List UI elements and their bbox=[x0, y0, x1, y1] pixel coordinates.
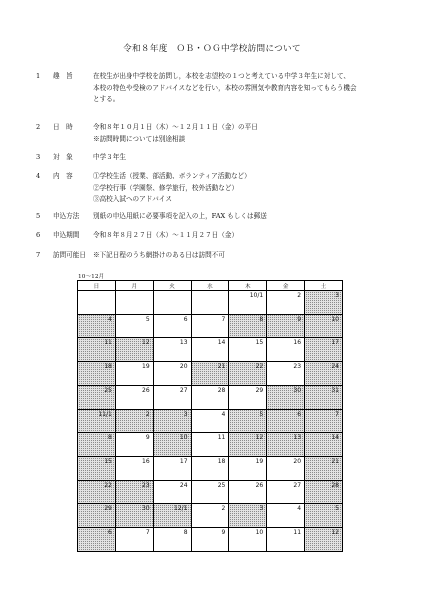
calendar-day: 19 bbox=[115, 362, 153, 386]
calendar-day: 27 bbox=[153, 385, 191, 409]
section-datetime bbox=[36, 122, 406, 145]
calendar-day-unavailable: 25 bbox=[78, 385, 116, 409]
calendar-day: 28 bbox=[191, 385, 229, 409]
calendar-day: 25 bbox=[191, 480, 229, 504]
section-application-period bbox=[36, 230, 406, 242]
section-line: ③高校入試へのアドバイス bbox=[93, 195, 172, 203]
calendar-day-unavailable: 10 bbox=[305, 314, 343, 338]
calendar-day: 23 bbox=[267, 362, 305, 386]
calendar-day-unavailable: 28 bbox=[305, 480, 343, 504]
section-heading: 申込方法 bbox=[53, 212, 80, 220]
calendar-day: 26 bbox=[115, 385, 153, 409]
calendar-day: 2 bbox=[191, 504, 229, 528]
calendar-day bbox=[191, 291, 229, 315]
calendar-week-row bbox=[78, 457, 343, 481]
calendar-day-unavailable: 12 bbox=[115, 338, 153, 362]
calendar-day: 8 bbox=[153, 528, 191, 552]
section-heading: 趣 旨 bbox=[53, 72, 73, 80]
section-number: 6 bbox=[36, 231, 41, 239]
calendar-day-unavailable: 30 bbox=[115, 504, 153, 528]
weekday-sat: 土 bbox=[305, 281, 343, 291]
section-line: 令和８年１０月１日（木）～１２月１１日（金）の平日 bbox=[93, 123, 258, 131]
calendar-day: 7 bbox=[191, 314, 229, 338]
calendar-day-unavailable: 8 bbox=[78, 433, 116, 457]
calendar-day: 5 bbox=[115, 314, 153, 338]
calendar-day-unavailable: 11/1 bbox=[78, 409, 116, 433]
calendar-day-unavailable: 12 bbox=[305, 528, 343, 552]
calendar-day-unavailable: 12/1 bbox=[153, 504, 191, 528]
calendar-day-unavailable: 24 bbox=[305, 362, 343, 386]
calendar-day bbox=[153, 291, 191, 315]
calendar-day: 17 bbox=[153, 457, 191, 481]
calendar-day-unavailable: 2 bbox=[115, 409, 153, 433]
calendar-week-row bbox=[78, 528, 343, 552]
calendar-day-unavailable: 5 bbox=[305, 504, 343, 528]
calendar-day: 16 bbox=[267, 338, 305, 362]
section-line: ※訪問時間については別途相談 bbox=[93, 134, 186, 143]
calendar-day: 27 bbox=[267, 480, 305, 504]
section-content bbox=[36, 171, 406, 206]
page-title: 令和８年度 ＯＢ・ＯＧ中学校訪問について bbox=[123, 44, 301, 54]
section-heading: 訪問可能日 bbox=[53, 251, 86, 259]
weekday-fri: 金 bbox=[267, 281, 305, 291]
section-number: 7 bbox=[36, 251, 41, 259]
weekday-wed: 水 bbox=[191, 281, 229, 291]
calendar-day-unavailable: 21 bbox=[305, 457, 343, 481]
section-number: 5 bbox=[36, 212, 41, 220]
calendar-day: 20 bbox=[267, 457, 305, 481]
calendar-week-row bbox=[78, 409, 343, 433]
calendar-day: 18 bbox=[191, 457, 229, 481]
calendar-day: 14 bbox=[191, 338, 229, 362]
calendar-day: 7 bbox=[115, 528, 153, 552]
section-number: 4 bbox=[36, 172, 41, 180]
calendar-table bbox=[77, 280, 343, 552]
calendar-day: 11 bbox=[267, 528, 305, 552]
calendar-day-unavailable: 21 bbox=[191, 362, 229, 386]
calendar-week-row bbox=[78, 504, 343, 528]
section-line: 別紙の申込用紙に必要事項を記入の上，FAX もしくは郵送 bbox=[93, 212, 267, 220]
calendar-day bbox=[78, 291, 116, 315]
calendar-day-unavailable: 13 bbox=[267, 433, 305, 457]
weekday-tue: 火 bbox=[153, 281, 191, 291]
calendar-day-unavailable: 4 bbox=[78, 314, 116, 338]
calendar-day: 26 bbox=[229, 480, 267, 504]
section-line: ※下記日程のうち網掛けのある日は訪問不可 bbox=[93, 251, 225, 259]
weekday-thu: 木 bbox=[229, 281, 267, 291]
section-line: 令和８年８月２７日（木）～１１月２７日（金） bbox=[93, 231, 239, 239]
calendar-day-unavailable: 17 bbox=[305, 338, 343, 362]
calendar-day: 4 bbox=[191, 409, 229, 433]
calendar-day-unavailable: 10 bbox=[153, 433, 191, 457]
calendar-day: 19 bbox=[229, 457, 267, 481]
calendar-day: 24 bbox=[153, 480, 191, 504]
calendar-body bbox=[78, 291, 343, 552]
calendar-day-unavailable: 22 bbox=[78, 480, 116, 504]
calendar-day bbox=[115, 291, 153, 315]
section-line: 中学３年生 bbox=[93, 153, 126, 161]
section-target bbox=[36, 152, 406, 164]
calendar-week-row bbox=[78, 480, 343, 504]
weekday-mon: 月 bbox=[115, 281, 153, 291]
calendar-day-unavailable: 3 bbox=[153, 409, 191, 433]
calendar-day-unavailable: 9 bbox=[267, 314, 305, 338]
calendar-day-unavailable: 11 bbox=[78, 338, 116, 362]
calendar-week-row bbox=[78, 314, 343, 338]
section-line: とする。 bbox=[93, 95, 120, 103]
calendar-week-row bbox=[78, 362, 343, 386]
weekday-sun: 日 bbox=[78, 281, 116, 291]
section-number: 3 bbox=[36, 153, 41, 161]
section-line: 本校の特色や受検のアドバイスなどを行い，本校の雰囲気や教育内容を知ってもらう機会 bbox=[93, 83, 357, 92]
calendar-day-unavailable: 7 bbox=[305, 409, 343, 433]
calendar-day: 20 bbox=[153, 362, 191, 386]
calendar-week-row bbox=[78, 338, 343, 362]
calendar-day-unavailable: 14 bbox=[305, 433, 343, 457]
calendar-day-unavailable: 8 bbox=[229, 314, 267, 338]
calendar-day-unavailable: 29 bbox=[78, 504, 116, 528]
calendar-day: 4 bbox=[267, 504, 305, 528]
calendar-day-unavailable: 22 bbox=[229, 362, 267, 386]
calendar-day-unavailable: 31 bbox=[305, 385, 343, 409]
calendar-day-unavailable: 6 bbox=[267, 409, 305, 433]
section-line: ②学校行事（学園祭、修学旅行，校外活動など） bbox=[93, 183, 239, 192]
calendar-week-row bbox=[78, 433, 343, 457]
calendar-title: 10～12月 bbox=[78, 274, 105, 280]
section-visit-dates bbox=[36, 250, 406, 262]
calendar-day-unavailable: 3 bbox=[229, 504, 267, 528]
calendar-day-unavailable: 5 bbox=[229, 409, 267, 433]
section-line: 在校生が出身中学校を訪問し，本校を志望校の１つと考えている中学３年生に対して、 bbox=[93, 72, 351, 80]
calendar-day: 10/1 bbox=[229, 291, 267, 315]
calendar-day: 15 bbox=[229, 338, 267, 362]
calendar-day-unavailable: 23 bbox=[115, 480, 153, 504]
section-line: ①学校生活（授業、部活動、ボランティア活動など） bbox=[93, 172, 251, 180]
section-application-method bbox=[36, 211, 406, 223]
section-heading: 申込期間 bbox=[53, 231, 80, 239]
calendar-day-unavailable: 18 bbox=[78, 362, 116, 386]
calendar-day-unavailable: 6 bbox=[78, 528, 116, 552]
calendar-day: 16 bbox=[115, 457, 153, 481]
calendar-day-unavailable: 15 bbox=[78, 457, 116, 481]
section-heading: 日 時 bbox=[53, 123, 73, 131]
calendar-day-unavailable: 12 bbox=[229, 433, 267, 457]
section-number: 2 bbox=[36, 123, 41, 131]
calendar-week-row bbox=[78, 385, 343, 409]
section-purpose bbox=[36, 71, 406, 106]
section-heading: 対 象 bbox=[53, 153, 73, 161]
calendar-header-row bbox=[78, 281, 343, 291]
section-number: 1 bbox=[36, 72, 41, 80]
calendar-day-unavailable: 3 bbox=[305, 291, 343, 315]
calendar-day: 2 bbox=[267, 291, 305, 315]
section-heading: 内 容 bbox=[53, 172, 73, 180]
calendar-week-row bbox=[78, 291, 343, 315]
calendar-day: 9 bbox=[115, 433, 153, 457]
calendar-day: 13 bbox=[153, 338, 191, 362]
calendar-day: 6 bbox=[153, 314, 191, 338]
calendar-day: 9 bbox=[191, 528, 229, 552]
calendar-day: 10 bbox=[229, 528, 267, 552]
calendar-day: 11 bbox=[191, 433, 229, 457]
calendar-day: 29 bbox=[229, 385, 267, 409]
calendar-day-unavailable: 30 bbox=[267, 385, 305, 409]
